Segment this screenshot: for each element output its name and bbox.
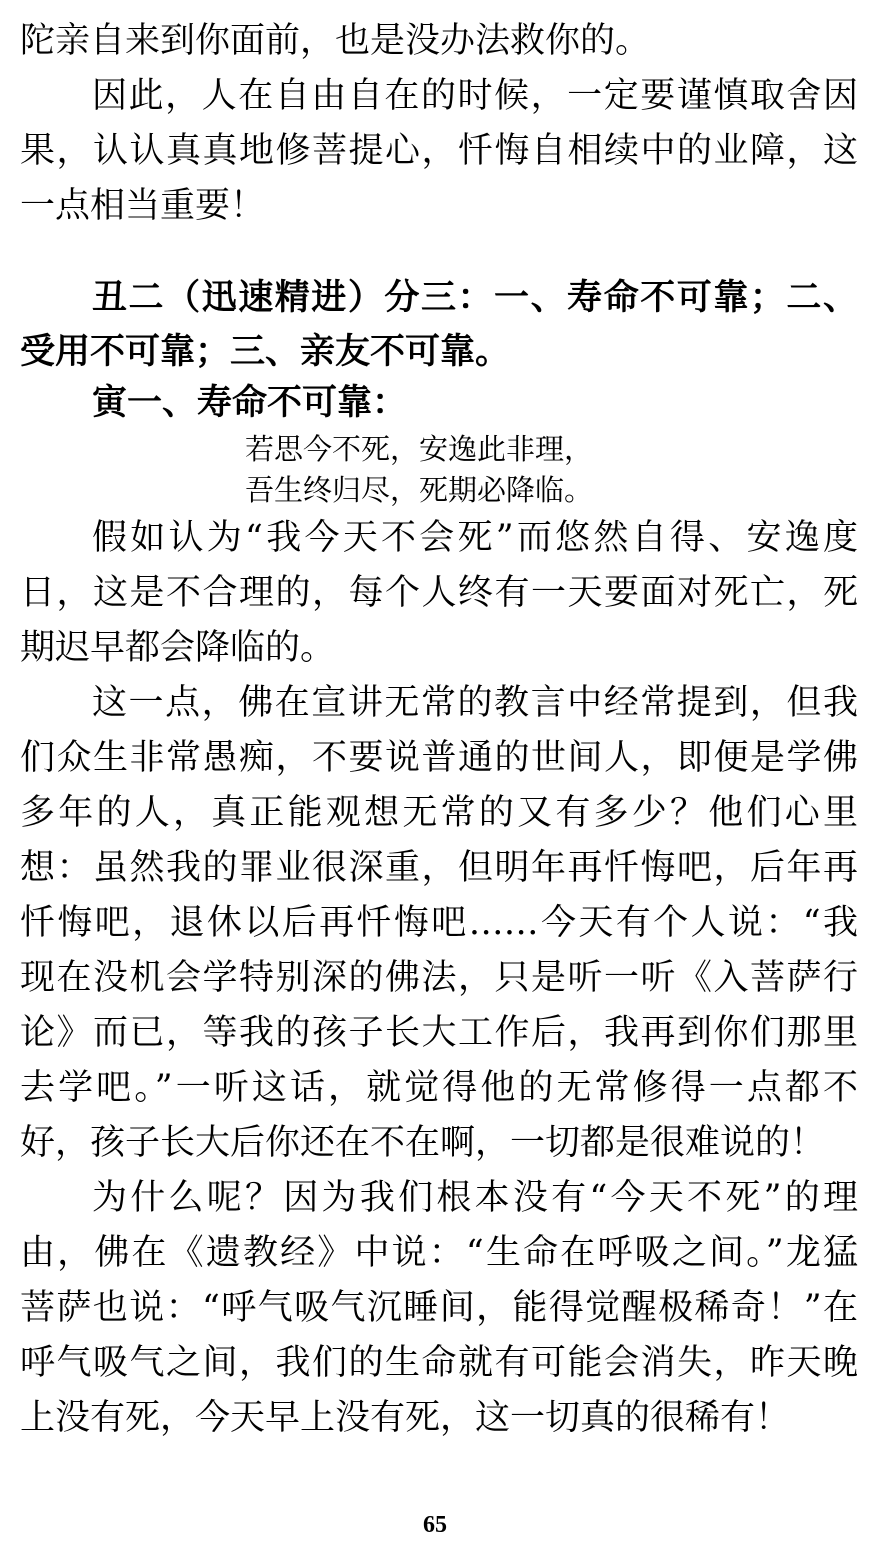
text-line: 想：虽然我的罪业很深重，但明年再忏悔吧，后年再 bbox=[20, 848, 858, 888]
text-line: 这一点，佛在宣讲无常的教言中经常提到，但我 bbox=[92, 683, 858, 723]
text-line: 上没有死，今天早上没有死，这一切真的很稀有！ bbox=[20, 1398, 791, 1438]
text-line: 现在没机会学特别深的佛法，只是听一听《入菩萨行 bbox=[20, 958, 858, 998]
text-line: 多年的人，真正能观想无常的又有多少？他们心里 bbox=[20, 793, 858, 833]
verse-line: 吾生终归尽，死期必降临。 bbox=[245, 473, 594, 507]
text-line: 日，这是不合理的，每个人终有一天要面对死亡，死 bbox=[20, 573, 858, 613]
text-line: 论》而已，等我的孩子长大工作后，我再到你们那里 bbox=[20, 1013, 858, 1053]
text-line: 呼气吸气之间，我们的生命就有可能会消失，昨天晚 bbox=[20, 1343, 858, 1383]
text-line: 果，认认真真地修菩提心，忏悔自相续中的业障，这 bbox=[20, 131, 858, 171]
text-line: 去学吧。”一听这话，就觉得他的无常修得一点都不 bbox=[20, 1068, 858, 1108]
section-heading: 受用不可靠；三、亲友不可靠。 bbox=[20, 331, 511, 372]
text-line: 好，孩子长大后你还在不在啊，一切都是很难说的！ bbox=[20, 1123, 826, 1163]
text-line: 一点相当重要！ bbox=[20, 186, 266, 226]
verse-line: 若思今不死，安逸此非理， bbox=[245, 432, 594, 466]
text-line: 为什么呢？因为我们根本没有“今天不死”的理 bbox=[92, 1178, 858, 1218]
text-line: 期迟早都会降临的。 bbox=[20, 628, 336, 668]
subsection-heading: 寅一、寿命不可靠： bbox=[92, 382, 408, 423]
text-line: 忏悔吧，退休以后再忏悔吧……今天有个人说：“我 bbox=[20, 903, 858, 943]
text-line: 由，佛在《遗教经》中说：“生命在呼吸之间。”龙猛 bbox=[20, 1233, 858, 1273]
page-number: 65 bbox=[423, 1512, 447, 1538]
text-line: 菩萨也说：“呼气吸气沉睡间，能得觉醒极稀奇！”在 bbox=[20, 1288, 858, 1328]
text-line: 因此，人在自由自在的时候，一定要谨慎取舍因 bbox=[92, 76, 858, 116]
text-line: 陀亲自来到你面前，也是没办法救你的。 bbox=[20, 21, 651, 61]
text-line: 假如认为“我今天不会死”而悠然自得、安逸度 bbox=[92, 518, 858, 558]
section-heading: 丑二（迅速精进）分三：一、寿命不可靠；二、 bbox=[92, 277, 858, 318]
text-line: 们众生非常愚痴，不要说普通的世间人，即便是学佛 bbox=[20, 738, 858, 778]
